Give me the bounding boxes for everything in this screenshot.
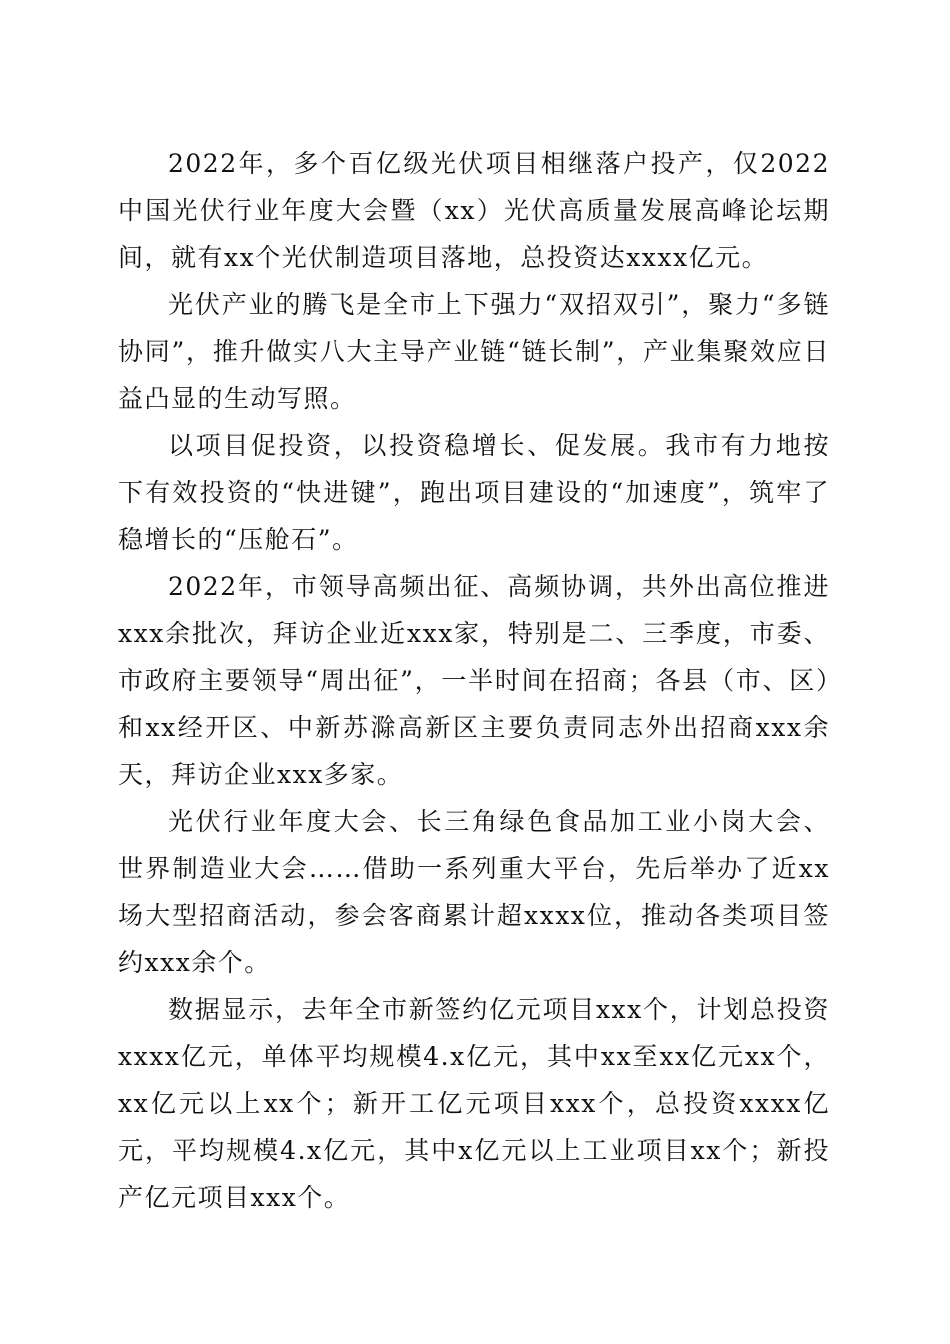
paragraph-4: 2022年，市领导高频出征、高频协调，共外出高位推进xxx余批次，拜访企业近xxx家，特别是二、三季度，市委、市政府主要领导“周出征”，一半时间在招商；各县（市、区）和xx经开区、中新苏滁高新区主要负责同志外出招商xxx余天，拜访企业xxx多家。 [118,572,830,789]
paragraph-2: 光伏产业的腾飞是全市上下强力“双招双引”，聚力“多链协同”，推升做实八大主导产业链“链长制”，产业集聚效应日益凸显的生动写照。 [118,290,830,413]
paragraph-6: 数据显示，去年全市新签约亿元项目xxx个，计划总投资xxxx亿元，单体平均规模4.x亿元，其中xx至xx亿元xx个，xx亿元以上xx个；新开工亿元项目xxx个，总投资xxxx亿元，平均规模4.x亿元，其中x亿元以上工业项目xx个；新投产亿元项目xxx个。 [118,995,830,1212]
paragraph-5: 光伏行业年度大会、长三角绿色食品加工业小岗大会、世界制造业大会……借助一系列重大平台，先后举办了近xx场大型招商活动，参会客商累计超xxxx位，推动各类项目签约xxx余个。 [118,807,830,977]
paragraph-3: 以项目促投资，以投资稳增长、促发展。我市有力地按下有效投资的“快进键”，跑出项目建设的“加速度”，筑牢了稳增长的“压舱石”。 [118,431,830,554]
paragraph-1: 2022年，多个百亿级光伏项目相继落户投产，仅2022中国光伏行业年度大会暨（xx）光伏高质量发展高峰论坛期间，就有xx个光伏制造项目落地，总投资达xxxx亿元。 [118,149,830,272]
document-body [118,140,830,1221]
